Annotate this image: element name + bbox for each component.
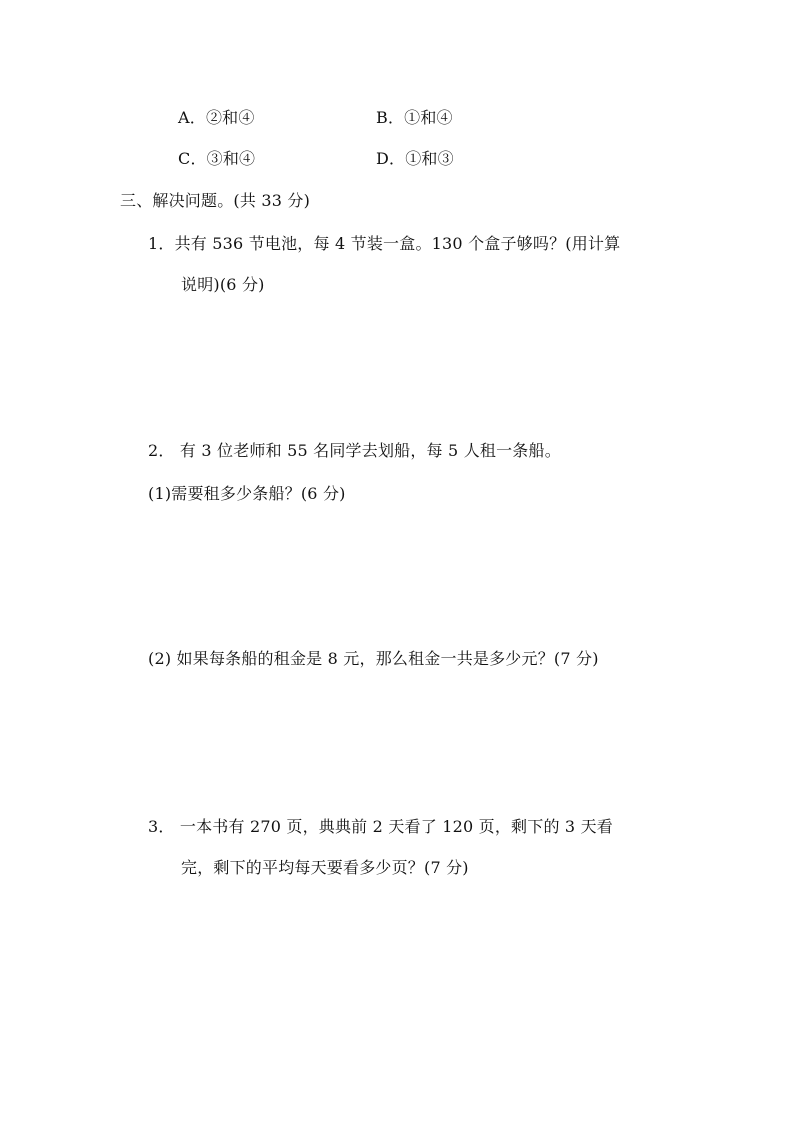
- option-b: B．①和④: [376, 108, 453, 127]
- problem-1-line-2: 说明)(6 分): [181, 275, 265, 294]
- problem-1-line-1: 1．共有 536 节电池，每 4 节装一盒。130 个盒子够吗？(用计算: [148, 234, 621, 253]
- problem-2-question-2: (2) 如果每条船的租金是 8 元，那么租金一共是多少元？(7 分): [148, 649, 599, 668]
- problem-2-stem: 2． 有 3 位老师和 55 名同学去划船，每 5 人租一条船。: [148, 441, 561, 460]
- option-c: C．③和④: [178, 149, 256, 168]
- problem-3-line-1: 3． 一本书有 270 页，典典前 2 天看了 120 页，剩下的 3 天看: [148, 817, 613, 836]
- section-title: 三、解决问题。(共 33 分): [120, 191, 311, 210]
- problem-3-line-2: 完，剩下的平均每天要看多少页？(7 分): [181, 858, 469, 877]
- option-d: D．①和③: [376, 149, 454, 168]
- option-a: A．②和④: [178, 108, 255, 127]
- problem-2-question-1: (1)需要租多少条船？(6 分): [148, 484, 346, 503]
